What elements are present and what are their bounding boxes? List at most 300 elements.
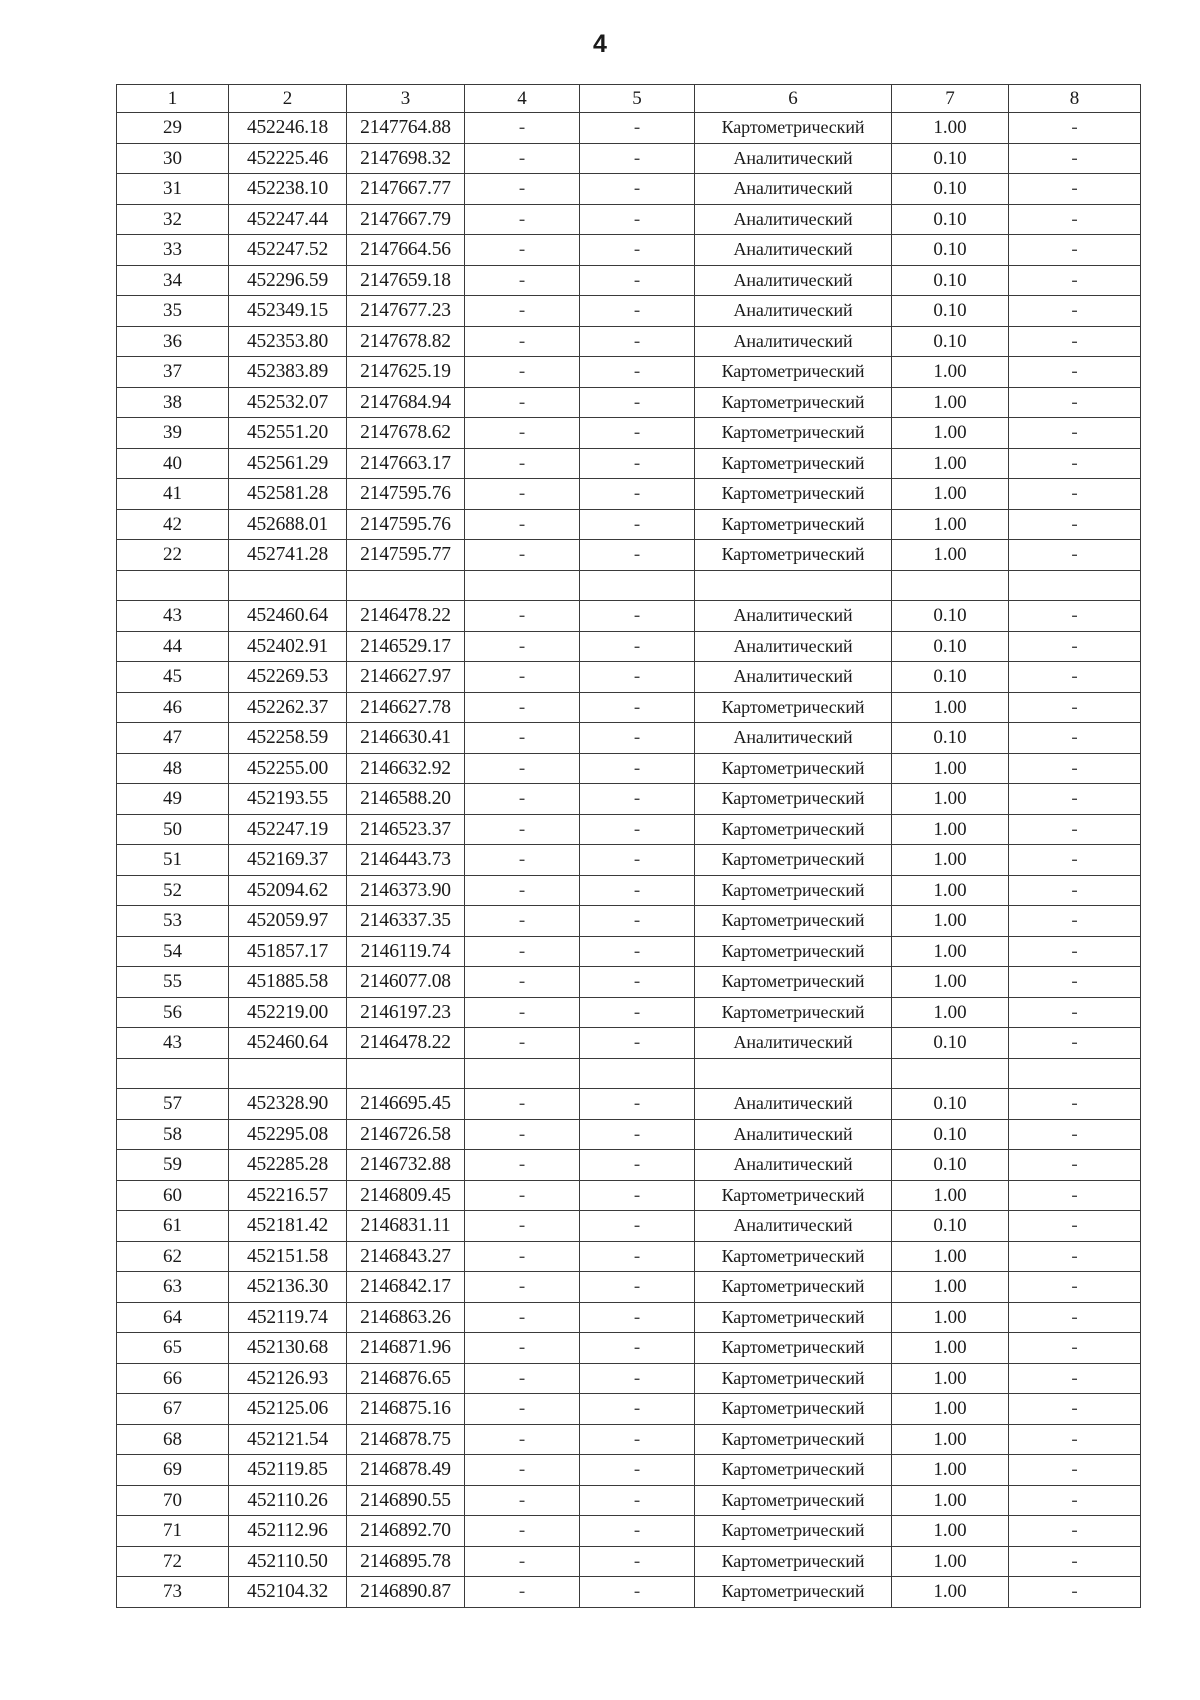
- point-number-cell: 40: [117, 448, 229, 479]
- col4-cell: -: [465, 1089, 580, 1120]
- method-cell: Картометрический: [695, 479, 892, 510]
- x-coordinate-cell: 452328.90: [229, 1089, 347, 1120]
- col4-cell: -: [465, 1333, 580, 1364]
- table-row: [117, 723, 1141, 754]
- accuracy-cell: 1.00: [892, 387, 1009, 418]
- y-coordinate-cell: 2146842.17: [347, 1272, 465, 1303]
- col4-cell: -: [465, 1028, 580, 1059]
- col4-cell: -: [465, 204, 580, 235]
- point-number-cell: 50: [117, 814, 229, 845]
- col8-cell: -: [1009, 418, 1141, 449]
- col8-cell: -: [1009, 174, 1141, 205]
- x-coordinate-cell: 452295.08: [229, 1119, 347, 1150]
- x-coordinate-cell: 452285.28: [229, 1150, 347, 1181]
- table-row: [117, 753, 1141, 784]
- table-row: [117, 1546, 1141, 1577]
- col5-cell: -: [580, 479, 695, 510]
- col5-cell: -: [580, 845, 695, 876]
- col4-cell: -: [465, 1424, 580, 1455]
- accuracy-cell: 0.10: [892, 1028, 1009, 1059]
- x-coordinate-cell: [229, 1058, 347, 1089]
- col5-cell: -: [580, 509, 695, 540]
- col4-cell: -: [465, 1546, 580, 1577]
- point-number-cell: 60: [117, 1180, 229, 1211]
- col5-cell: -: [580, 631, 695, 662]
- col5-cell: -: [580, 1241, 695, 1272]
- col4-cell: -: [465, 1211, 580, 1242]
- method-cell: Картометрический: [695, 1363, 892, 1394]
- accuracy-cell: 1.00: [892, 448, 1009, 479]
- col8-cell: -: [1009, 235, 1141, 266]
- accuracy-cell: 0.10: [892, 601, 1009, 632]
- accuracy-cell: 0.10: [892, 326, 1009, 357]
- table-row: [117, 265, 1141, 296]
- method-cell: Картометрический: [695, 875, 892, 906]
- point-number-cell: 69: [117, 1455, 229, 1486]
- x-coordinate-cell: 452247.52: [229, 235, 347, 266]
- method-cell: Картометрический: [695, 936, 892, 967]
- table-row: [117, 1363, 1141, 1394]
- col4-cell: -: [465, 845, 580, 876]
- col8-cell: -: [1009, 967, 1141, 998]
- method-cell: Картометрический: [695, 1455, 892, 1486]
- col4-cell: -: [465, 1577, 580, 1608]
- method-cell: Аналитический: [695, 296, 892, 327]
- method-cell: Аналитический: [695, 265, 892, 296]
- accuracy-cell: 1.00: [892, 997, 1009, 1028]
- point-number-cell: 57: [117, 1089, 229, 1120]
- col5-cell: -: [580, 875, 695, 906]
- method-cell: Картометрический: [695, 692, 892, 723]
- accuracy-cell: 1.00: [892, 1302, 1009, 1333]
- col5-cell: -: [580, 1150, 695, 1181]
- table-row: [117, 204, 1141, 235]
- y-coordinate-cell: [347, 1058, 465, 1089]
- y-coordinate-cell: 2146373.90: [347, 875, 465, 906]
- col5-cell: -: [580, 1302, 695, 1333]
- y-coordinate-cell: 2146695.45: [347, 1089, 465, 1120]
- table-row: [117, 814, 1141, 845]
- col5-cell: -: [580, 1577, 695, 1608]
- y-coordinate-cell: 2146809.45: [347, 1180, 465, 1211]
- col8-cell: -: [1009, 723, 1141, 754]
- col5-cell: -: [580, 601, 695, 632]
- method-cell: Аналитический: [695, 662, 892, 693]
- y-coordinate-cell: 2146627.78: [347, 692, 465, 723]
- col8-cell: [1009, 1058, 1141, 1089]
- x-coordinate-cell: 452181.42: [229, 1211, 347, 1242]
- table-row: [117, 1485, 1141, 1516]
- x-coordinate-cell: 452225.46: [229, 143, 347, 174]
- point-number-cell: 48: [117, 753, 229, 784]
- y-coordinate-cell: 2146627.97: [347, 662, 465, 693]
- table-row: [117, 1516, 1141, 1547]
- table-row: [117, 936, 1141, 967]
- accuracy-cell: 0.10: [892, 143, 1009, 174]
- col8-cell: -: [1009, 1150, 1141, 1181]
- col5-cell: [580, 1058, 695, 1089]
- col8-cell: -: [1009, 1546, 1141, 1577]
- accuracy-cell: 1.00: [892, 814, 1009, 845]
- col4-cell: -: [465, 662, 580, 693]
- y-coordinate-cell: 2146895.78: [347, 1546, 465, 1577]
- y-coordinate-cell: 2147684.94: [347, 387, 465, 418]
- point-number-cell: 42: [117, 509, 229, 540]
- col8-cell: -: [1009, 784, 1141, 815]
- y-coordinate-cell: 2146876.65: [347, 1363, 465, 1394]
- col4-cell: -: [465, 875, 580, 906]
- point-number-cell: 43: [117, 1028, 229, 1059]
- point-number-cell: 56: [117, 997, 229, 1028]
- col8-cell: -: [1009, 1241, 1141, 1272]
- accuracy-cell: 1.00: [892, 753, 1009, 784]
- y-coordinate-cell: 2146892.70: [347, 1516, 465, 1547]
- y-coordinate-cell: 2147678.82: [347, 326, 465, 357]
- method-cell: Картометрический: [695, 906, 892, 937]
- col8-cell: -: [1009, 357, 1141, 388]
- col4-cell: -: [465, 143, 580, 174]
- col5-cell: -: [580, 967, 695, 998]
- col5-cell: [580, 570, 695, 601]
- table-row: [117, 235, 1141, 266]
- y-coordinate-cell: 2146890.87: [347, 1577, 465, 1608]
- col8-cell: -: [1009, 906, 1141, 937]
- col4-cell: -: [465, 723, 580, 754]
- col8-cell: -: [1009, 1577, 1141, 1608]
- method-cell: Картометрический: [695, 1577, 892, 1608]
- col4-cell: -: [465, 1394, 580, 1425]
- col8-cell: -: [1009, 448, 1141, 479]
- accuracy-cell: 1.00: [892, 1394, 1009, 1425]
- col8-cell: -: [1009, 936, 1141, 967]
- method-cell: Картометрический: [695, 1333, 892, 1364]
- x-coordinate-cell: 452119.85: [229, 1455, 347, 1486]
- point-number-cell: 51: [117, 845, 229, 876]
- x-coordinate-cell: 452581.28: [229, 479, 347, 510]
- col8-cell: -: [1009, 509, 1141, 540]
- point-number-cell: 68: [117, 1424, 229, 1455]
- accuracy-cell: 0.10: [892, 1089, 1009, 1120]
- coordinates-table: [116, 84, 1141, 1608]
- accuracy-cell: 0.10: [892, 235, 1009, 266]
- col8-cell: -: [1009, 1455, 1141, 1486]
- x-coordinate-cell: 452238.10: [229, 174, 347, 205]
- page-number: 4: [593, 30, 607, 58]
- point-number-cell: 34: [117, 265, 229, 296]
- method-cell: Картометрический: [695, 1485, 892, 1516]
- y-coordinate-cell: 2147667.79: [347, 204, 465, 235]
- table-row: [117, 997, 1141, 1028]
- col4-cell: -: [465, 753, 580, 784]
- x-coordinate-cell: 451857.17: [229, 936, 347, 967]
- col4-cell: -: [465, 906, 580, 937]
- table-row: [117, 906, 1141, 937]
- col8-cell: -: [1009, 601, 1141, 632]
- accuracy-cell: 1.00: [892, 1363, 1009, 1394]
- method-cell: Картометрический: [695, 418, 892, 449]
- method-cell: Аналитический: [695, 174, 892, 205]
- col8-cell: -: [1009, 540, 1141, 571]
- column-header: 1: [117, 85, 229, 113]
- col8-cell: -: [1009, 479, 1141, 510]
- point-number-cell: 53: [117, 906, 229, 937]
- col4-cell: -: [465, 997, 580, 1028]
- method-cell: [695, 1058, 892, 1089]
- col8-cell: -: [1009, 1180, 1141, 1211]
- method-cell: Картометрический: [695, 387, 892, 418]
- y-coordinate-cell: 2146890.55: [347, 1485, 465, 1516]
- col5-cell: -: [580, 357, 695, 388]
- col8-cell: -: [1009, 204, 1141, 235]
- method-cell: Картометрический: [695, 540, 892, 571]
- col4-cell: -: [465, 1485, 580, 1516]
- col4-cell: -: [465, 540, 580, 571]
- y-coordinate-cell: 2147667.77: [347, 174, 465, 205]
- col4-cell: -: [465, 1455, 580, 1486]
- x-coordinate-cell: 452193.55: [229, 784, 347, 815]
- table-row: [117, 692, 1141, 723]
- x-coordinate-cell: 452688.01: [229, 509, 347, 540]
- col8-cell: -: [1009, 326, 1141, 357]
- table-row: [117, 540, 1141, 571]
- method-cell: Аналитический: [695, 723, 892, 754]
- y-coordinate-cell: 2147664.56: [347, 235, 465, 266]
- accuracy-cell: 1.00: [892, 967, 1009, 998]
- column-header: 6: [695, 85, 892, 113]
- col8-cell: -: [1009, 1333, 1141, 1364]
- x-coordinate-cell: 452059.97: [229, 906, 347, 937]
- x-coordinate-cell: 452169.37: [229, 845, 347, 876]
- table-row: [117, 143, 1141, 174]
- col4-cell: -: [465, 357, 580, 388]
- method-cell: Картометрический: [695, 357, 892, 388]
- x-coordinate-cell: 452255.00: [229, 753, 347, 784]
- x-coordinate-cell: 452094.62: [229, 875, 347, 906]
- col5-cell: -: [580, 387, 695, 418]
- x-coordinate-cell: 452125.06: [229, 1394, 347, 1425]
- y-coordinate-cell: 2147595.77: [347, 540, 465, 571]
- x-coordinate-cell: 452130.68: [229, 1333, 347, 1364]
- y-coordinate-cell: 2147678.62: [347, 418, 465, 449]
- point-number-cell: 45: [117, 662, 229, 693]
- col8-cell: -: [1009, 1516, 1141, 1547]
- blank-separator-row: [117, 1058, 1141, 1089]
- point-number-cell: 63: [117, 1272, 229, 1303]
- point-number-cell: 41: [117, 479, 229, 510]
- header-row: [117, 85, 1141, 113]
- method-cell: Аналитический: [695, 1119, 892, 1150]
- col5-cell: -: [580, 204, 695, 235]
- col5-cell: -: [580, 723, 695, 754]
- x-coordinate-cell: 452121.54: [229, 1424, 347, 1455]
- method-cell: Аналитический: [695, 1089, 892, 1120]
- col8-cell: -: [1009, 296, 1141, 327]
- col8-cell: -: [1009, 113, 1141, 144]
- y-coordinate-cell: 2146588.20: [347, 784, 465, 815]
- method-cell: Картометрический: [695, 1241, 892, 1272]
- method-cell: Картометрический: [695, 509, 892, 540]
- x-coordinate-cell: 452151.58: [229, 1241, 347, 1272]
- method-cell: Картометрический: [695, 1394, 892, 1425]
- x-coordinate-cell: 452136.30: [229, 1272, 347, 1303]
- point-number-cell: 39: [117, 418, 229, 449]
- col5-cell: -: [580, 1424, 695, 1455]
- col5-cell: -: [580, 1180, 695, 1211]
- accuracy-cell: 0.10: [892, 296, 1009, 327]
- point-number-cell: 32: [117, 204, 229, 235]
- col8-cell: -: [1009, 875, 1141, 906]
- table-row: [117, 662, 1141, 693]
- accuracy-cell: 1.00: [892, 509, 1009, 540]
- col4-cell: -: [465, 479, 580, 510]
- accuracy-cell: 0.10: [892, 1211, 1009, 1242]
- y-coordinate-cell: 2146529.17: [347, 631, 465, 662]
- y-coordinate-cell: 2146197.23: [347, 997, 465, 1028]
- accuracy-cell: 1.00: [892, 875, 1009, 906]
- col8-cell: -: [1009, 1119, 1141, 1150]
- y-coordinate-cell: 2147659.18: [347, 265, 465, 296]
- point-number-cell: 67: [117, 1394, 229, 1425]
- method-cell: Аналитический: [695, 1028, 892, 1059]
- method-cell: Картометрический: [695, 448, 892, 479]
- accuracy-cell: 0.10: [892, 174, 1009, 205]
- accuracy-cell: 0.10: [892, 204, 1009, 235]
- x-coordinate-cell: 452296.59: [229, 265, 347, 296]
- accuracy-cell: 1.00: [892, 936, 1009, 967]
- table-row: [117, 509, 1141, 540]
- point-number-cell: 49: [117, 784, 229, 815]
- column-header: 8: [1009, 85, 1141, 113]
- point-number-cell: 61: [117, 1211, 229, 1242]
- col5-cell: -: [580, 540, 695, 571]
- accuracy-cell: 0.10: [892, 631, 1009, 662]
- col5-cell: -: [580, 997, 695, 1028]
- point-number-cell: 59: [117, 1150, 229, 1181]
- x-coordinate-cell: 452119.74: [229, 1302, 347, 1333]
- table-row: [117, 357, 1141, 388]
- table-row: [117, 601, 1141, 632]
- col4-cell: -: [465, 1363, 580, 1394]
- col4-cell: -: [465, 936, 580, 967]
- x-coordinate-cell: 452247.19: [229, 814, 347, 845]
- accuracy-cell: 1.00: [892, 479, 1009, 510]
- method-cell: Аналитический: [695, 601, 892, 632]
- col5-cell: -: [580, 235, 695, 266]
- col4-cell: -: [465, 509, 580, 540]
- col5-cell: -: [580, 143, 695, 174]
- point-number-cell: 73: [117, 1577, 229, 1608]
- y-coordinate-cell: 2146831.11: [347, 1211, 465, 1242]
- point-number-cell: 64: [117, 1302, 229, 1333]
- method-cell: Аналитический: [695, 235, 892, 266]
- point-number-cell: 55: [117, 967, 229, 998]
- x-coordinate-cell: 452262.37: [229, 692, 347, 723]
- method-cell: Картометрический: [695, 1272, 892, 1303]
- table-row: [117, 1180, 1141, 1211]
- x-coordinate-cell: 452741.28: [229, 540, 347, 571]
- y-coordinate-cell: 2147625.19: [347, 357, 465, 388]
- x-coordinate-cell: 452246.18: [229, 113, 347, 144]
- method-cell: Аналитический: [695, 1150, 892, 1181]
- col5-cell: -: [580, 1546, 695, 1577]
- point-number-cell: 30: [117, 143, 229, 174]
- method-cell: Картометрический: [695, 1424, 892, 1455]
- method-cell: Картометрический: [695, 967, 892, 998]
- col5-cell: -: [580, 418, 695, 449]
- col5-cell: -: [580, 1363, 695, 1394]
- table-row: [117, 174, 1141, 205]
- method-cell: Картометрический: [695, 1516, 892, 1547]
- col5-cell: -: [580, 692, 695, 723]
- accuracy-cell: 1.00: [892, 1424, 1009, 1455]
- y-coordinate-cell: 2146843.27: [347, 1241, 465, 1272]
- y-coordinate-cell: 2147764.88: [347, 113, 465, 144]
- accuracy-cell: 1.00: [892, 1272, 1009, 1303]
- accuracy-cell: 1.00: [892, 418, 1009, 449]
- col4-cell: -: [465, 387, 580, 418]
- x-coordinate-cell: 452383.89: [229, 357, 347, 388]
- method-cell: Картометрический: [695, 1546, 892, 1577]
- point-number-cell: 72: [117, 1546, 229, 1577]
- table-row: [117, 1089, 1141, 1120]
- col8-cell: -: [1009, 997, 1141, 1028]
- table-body: [117, 113, 1141, 1608]
- col5-cell: -: [580, 1272, 695, 1303]
- point-number-cell: 37: [117, 357, 229, 388]
- method-cell: Картометрический: [695, 814, 892, 845]
- y-coordinate-cell: 2146871.96: [347, 1333, 465, 1364]
- accuracy-cell: 1.00: [892, 1455, 1009, 1486]
- col5-cell: -: [580, 1211, 695, 1242]
- accuracy-cell: 0.10: [892, 662, 1009, 693]
- point-number-cell: 44: [117, 631, 229, 662]
- y-coordinate-cell: 2146478.22: [347, 1028, 465, 1059]
- col4-cell: -: [465, 1150, 580, 1181]
- col8-cell: -: [1009, 1211, 1141, 1242]
- y-coordinate-cell: 2147698.32: [347, 143, 465, 174]
- x-coordinate-cell: 452110.26: [229, 1485, 347, 1516]
- x-coordinate-cell: 452126.93: [229, 1363, 347, 1394]
- y-coordinate-cell: 2146443.73: [347, 845, 465, 876]
- col5-cell: -: [580, 1485, 695, 1516]
- y-coordinate-cell: 2146875.16: [347, 1394, 465, 1425]
- point-number-cell: 33: [117, 235, 229, 266]
- accuracy-cell: 1.00: [892, 1333, 1009, 1364]
- y-coordinate-cell: [347, 570, 465, 601]
- y-coordinate-cell: 2147677.23: [347, 296, 465, 327]
- point-number-cell: 47: [117, 723, 229, 754]
- y-coordinate-cell: 2146732.88: [347, 1150, 465, 1181]
- table-row: [117, 1455, 1141, 1486]
- col8-cell: -: [1009, 265, 1141, 296]
- y-coordinate-cell: 2146523.37: [347, 814, 465, 845]
- point-number-cell: 62: [117, 1241, 229, 1272]
- accuracy-cell: [892, 1058, 1009, 1089]
- col4-cell: [465, 1058, 580, 1089]
- method-cell: Аналитический: [695, 1211, 892, 1242]
- table-row: [117, 1241, 1141, 1272]
- method-cell: Картометрический: [695, 113, 892, 144]
- col4-cell: -: [465, 448, 580, 479]
- method-cell: Картометрический: [695, 845, 892, 876]
- table-row: [117, 845, 1141, 876]
- x-coordinate-cell: 452532.07: [229, 387, 347, 418]
- point-number-cell: [117, 570, 229, 601]
- point-number-cell: 70: [117, 1485, 229, 1516]
- column-header: 7: [892, 85, 1009, 113]
- col5-cell: -: [580, 1089, 695, 1120]
- accuracy-cell: 1.00: [892, 357, 1009, 388]
